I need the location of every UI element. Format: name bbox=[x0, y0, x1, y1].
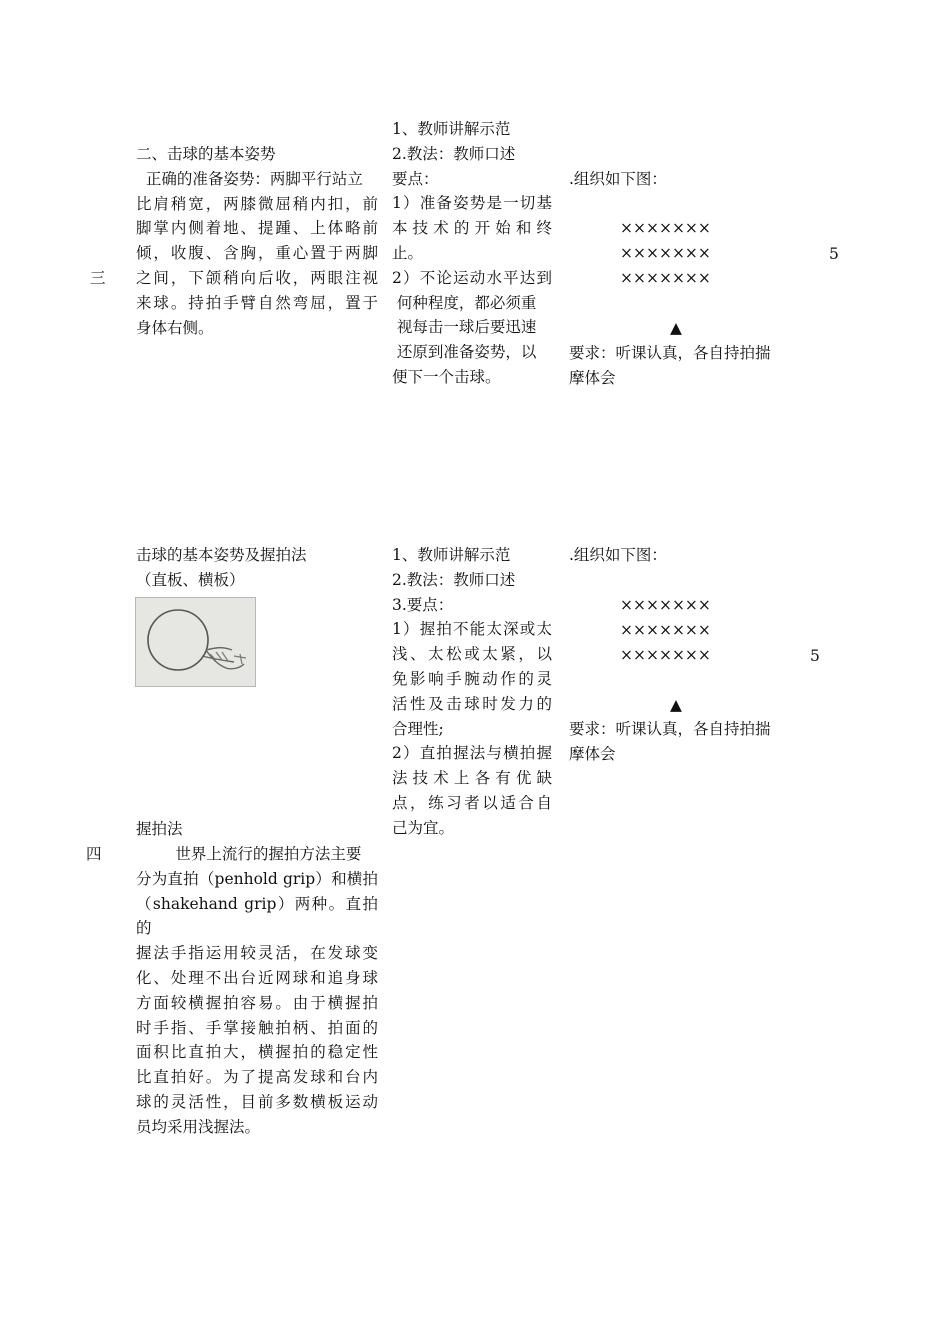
section-3-requirement bbox=[569, 341, 771, 391]
section-3-number: 三 bbox=[90, 269, 106, 287]
method-line: 3.要点： bbox=[392, 595, 454, 614]
section-3-title: 二、击球的基本姿势 bbox=[136, 145, 276, 163]
content-line: 来球。持拍手臂自然弯屈，置于 bbox=[136, 293, 378, 312]
formation-row: ××××××× bbox=[620, 645, 711, 664]
content-line: 倾，收腹、含胸，重心置于两脚 bbox=[136, 244, 378, 263]
section-4-time: 5 bbox=[810, 647, 820, 665]
grip-line: 时手指、手掌接触拍柄、拍面的 bbox=[136, 1018, 378, 1037]
grip-illustration bbox=[135, 597, 256, 687]
method-line: 免影响手腕动作的灵 bbox=[392, 669, 552, 688]
method-line: 活性及击球时发力的 bbox=[392, 694, 552, 713]
method-line: 要点： bbox=[392, 169, 439, 188]
method-line: 合理性; bbox=[392, 719, 444, 738]
method-line: 视每击一球后要迅速 bbox=[392, 318, 537, 337]
method-line: 1）握拍不能太深或太 bbox=[392, 620, 552, 639]
method-line: 点，练习者以适合自 bbox=[392, 793, 552, 812]
section-4-formation bbox=[620, 593, 711, 667]
formation-row: ××××××× bbox=[620, 596, 711, 614]
grip-line: 握法手指运用较灵活，在发球变 bbox=[136, 944, 378, 963]
method-line: 法技术上各有优缺 bbox=[392, 769, 552, 788]
method-line: 便下一个击球。 bbox=[392, 367, 501, 386]
method-line: 2.教法：教师口述 bbox=[392, 570, 516, 589]
method-line: 2.教法：教师口述 bbox=[392, 144, 516, 163]
section-3-time: 5 bbox=[829, 245, 839, 263]
section-3-method bbox=[392, 117, 552, 390]
requirement-line: 摩体会 bbox=[569, 744, 616, 763]
method-line: 还原到准备姿势，以 bbox=[392, 343, 537, 362]
grip-line: 方面较横握拍容易。由于横握拍 bbox=[136, 993, 378, 1012]
section-4-content-header bbox=[136, 543, 307, 593]
method-line: 1、教师讲解示范 bbox=[392, 546, 511, 564]
section-4-title: 击球的基本姿势及握拍法 bbox=[136, 546, 307, 564]
section-4-method bbox=[392, 543, 552, 841]
method-line: 浅、太松或太紧，以 bbox=[392, 645, 552, 664]
section-4-subtitle: （直板、横板） bbox=[136, 570, 245, 589]
requirement-line: 要求：听课认真，各自持拍揣 bbox=[569, 344, 771, 362]
grip-line: 面积比直拍大，横握拍的稳定性 bbox=[136, 1043, 378, 1062]
content-line: 正确的准备姿势：两脚平行站立 bbox=[136, 169, 363, 188]
section-3-content bbox=[136, 142, 378, 340]
content-line: 比肩稍宽，两膝微屈稍内扣，前 bbox=[136, 194, 378, 213]
section-3-teacher-mark: ▲ bbox=[670, 319, 682, 337]
requirement-line: 要求：听课认真，各自持拍揣 bbox=[569, 720, 771, 738]
section-4-grip-subtitle: 握拍法 bbox=[136, 820, 183, 838]
requirement-line: 摩体会 bbox=[569, 368, 616, 387]
content-line: 脚掌内侧着地、提踵、上体略前 bbox=[136, 219, 378, 238]
grip-line: （shakehand grip）两种。直拍的 bbox=[136, 894, 378, 938]
method-line: 2）直拍握法与横拍握 bbox=[392, 744, 552, 763]
formation-row: ××××××× bbox=[620, 243, 711, 262]
method-line: 何种程度，都必须重 bbox=[392, 293, 537, 312]
grip-line: 员均采用浅握法。 bbox=[136, 1117, 261, 1136]
method-line: 本技术的开始和终 bbox=[392, 219, 552, 238]
grip-line: 世界上流行的握拍方法主要 bbox=[136, 845, 362, 863]
section-4-requirement bbox=[569, 717, 771, 767]
method-line: 2）不论运动水平达到 bbox=[392, 268, 552, 287]
content-line: 之间，下颌稍向后收，两眼注视 bbox=[136, 268, 378, 287]
formation-row: ××××××× bbox=[620, 620, 711, 639]
grip-line: 分为直拍（penhold grip）和横拍 bbox=[136, 869, 378, 888]
racket-grip-drawing bbox=[136, 598, 255, 686]
section-4-teacher-mark: ▲ bbox=[670, 696, 682, 714]
grip-line: 球的灵活性，目前多数横板运动 bbox=[136, 1092, 378, 1111]
formation-row: ××××××× bbox=[620, 268, 711, 287]
method-line: 己为宜。 bbox=[392, 818, 455, 837]
section-3-formation bbox=[620, 216, 711, 290]
section-4-org-title: .组织如下图： bbox=[569, 546, 667, 564]
method-line: 1、教师讲解示范 bbox=[392, 120, 511, 138]
method-line: 止。 bbox=[392, 243, 424, 262]
formation-row: ××××××× bbox=[620, 219, 711, 237]
grip-line: 化、处理不出台近网球和追身球 bbox=[136, 968, 378, 987]
section-4-number: 四 bbox=[86, 845, 102, 863]
grip-line: 比直拍好。为了提高发球和台内 bbox=[136, 1068, 378, 1087]
method-line: 1）准备姿势是一切基 bbox=[392, 194, 552, 213]
content-line: 身体右侧。 bbox=[136, 318, 214, 337]
section-4-grip-text bbox=[136, 842, 378, 1140]
section-3-org-title: .组织如下图： bbox=[569, 170, 667, 188]
